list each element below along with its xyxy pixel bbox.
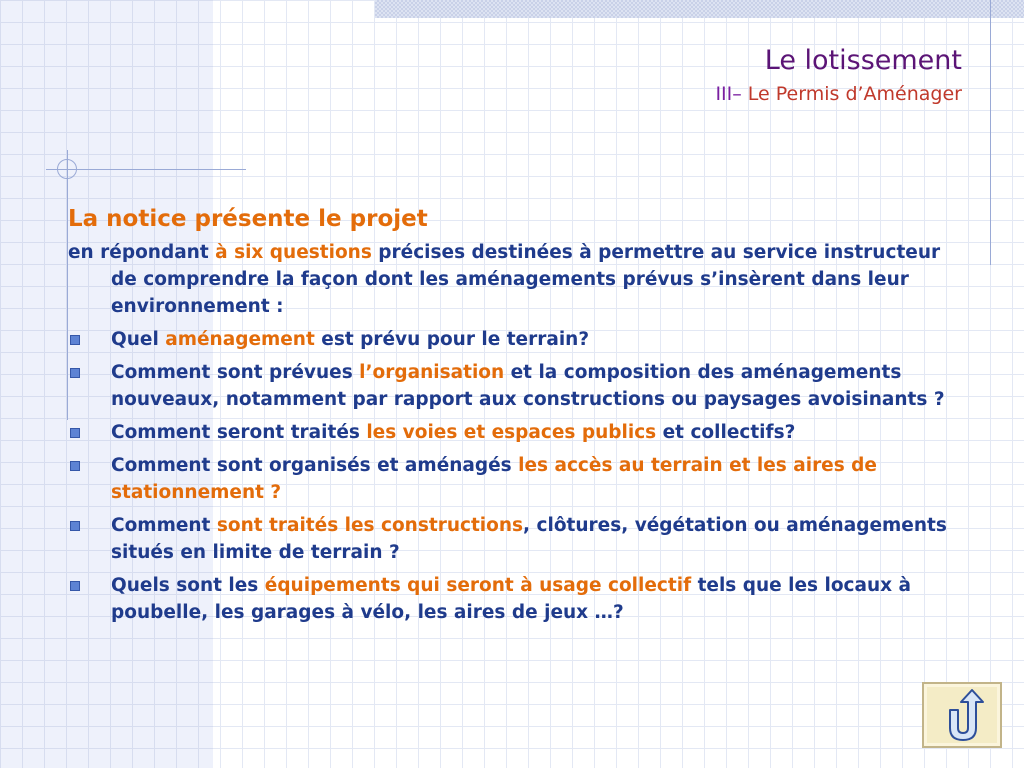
bullet-text-after: , clôtures, végétation ou aménagements situés en limite de terrain ? bbox=[111, 515, 947, 563]
subtitle-roman: III– bbox=[715, 83, 742, 105]
list-item bbox=[68, 512, 948, 566]
bullet-highlight: les voies et espaces publics bbox=[366, 422, 657, 443]
square-bullet-icon bbox=[70, 521, 80, 531]
slide-subtitle bbox=[715, 80, 962, 108]
intro-highlight: à six questions bbox=[215, 242, 372, 263]
slide-content bbox=[68, 203, 948, 632]
list-item bbox=[68, 572, 948, 626]
intro-text-after: précises destinées à permettre au service instructeur de comprendre la façon dont les aménagements prévus s’insèrent dans leur environnement : bbox=[111, 242, 941, 317]
intro-text-before: en répondant bbox=[68, 242, 216, 263]
bullet-text-before: Comment seront traités bbox=[111, 422, 367, 443]
return-button[interactable] bbox=[922, 682, 1002, 748]
subtitle-text: Le Permis d’Aménager bbox=[741, 83, 962, 105]
square-bullet-icon bbox=[70, 368, 80, 378]
square-bullet-icon bbox=[70, 428, 80, 438]
bullet-highlight: équipements qui seront à usage collectif bbox=[264, 575, 692, 596]
list-item bbox=[68, 452, 948, 506]
bullet-text-before: Comment sont organisés et aménagés bbox=[111, 455, 519, 476]
list-item bbox=[68, 419, 948, 446]
return-arrow-icon bbox=[936, 688, 990, 744]
decor-circle bbox=[57, 159, 77, 179]
bullet-highlight: les accès au terrain et les aires de stationnement ? bbox=[111, 455, 877, 503]
slide-title: Le lotissement bbox=[764, 45, 962, 76]
square-bullet-icon bbox=[70, 461, 80, 471]
bullet-text-after: est prévu pour le terrain? bbox=[314, 329, 590, 350]
bullet-text-before: Quel bbox=[111, 329, 166, 350]
square-bullet-icon bbox=[70, 581, 80, 591]
bullet-text-after: et collectifs? bbox=[656, 422, 796, 443]
square-bullet-icon bbox=[70, 335, 80, 345]
slide-title-block bbox=[715, 44, 962, 108]
bullet-text-before: Quels sont les bbox=[111, 575, 265, 596]
background-top-band bbox=[375, 0, 1024, 18]
bullet-highlight: aménagement bbox=[165, 329, 315, 350]
list-item bbox=[68, 326, 948, 353]
bullet-highlight: sont traités les constructions bbox=[216, 515, 524, 536]
list-item bbox=[68, 359, 948, 413]
decor-vertical-line-right bbox=[990, 0, 991, 265]
bullet-text-after: et la composition des aménagements nouveaux, notamment par rapport aux constructions ou paysages avoisinants ? bbox=[111, 362, 945, 410]
bullet-text-before: Comment bbox=[111, 515, 217, 536]
bullet-highlight: l’organisation bbox=[359, 362, 505, 383]
question-list bbox=[68, 326, 948, 626]
bullet-text-before: Comment sont prévues bbox=[111, 362, 360, 383]
intro-paragraph bbox=[68, 239, 948, 320]
content-heading: La notice présente le projet bbox=[68, 206, 428, 232]
bullet-text-after: tels que les locaux à poubelle, les garages à vélo, les aires de jeux …? bbox=[111, 575, 912, 623]
